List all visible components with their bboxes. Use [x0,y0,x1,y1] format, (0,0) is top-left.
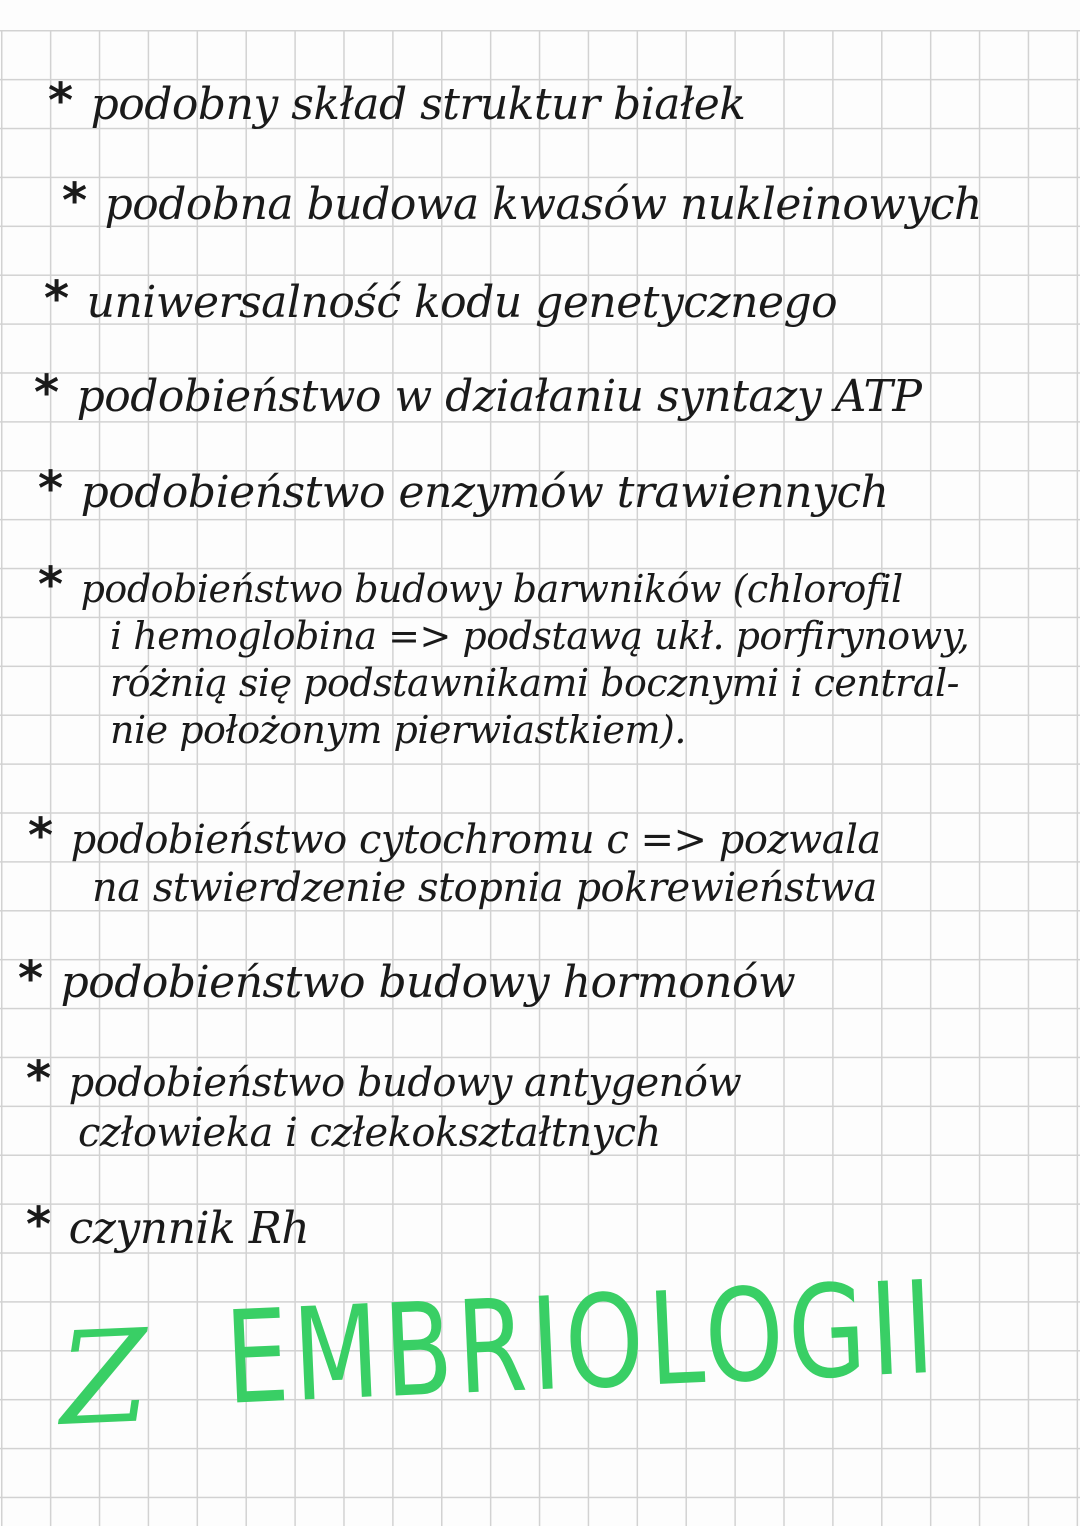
asterisk-bullet-icon: * [48,73,73,129]
item-text-continuation: człowieka i człekokształtnych [78,1110,661,1156]
item-text-continuation: różnią się podstawnikami bocznymi i central- [110,661,959,705]
list-item [38,461,889,518]
asterisk-bullet-icon: * [62,173,87,229]
asterisk-bullet-icon: * [44,271,69,327]
asterisk-bullet-icon: * [26,1051,51,1107]
section-heading [55,1245,1080,1455]
list-item [34,365,922,422]
list-item [26,1197,310,1254]
list-item [62,173,982,230]
list-item [28,808,881,912]
item-text: czynnik Rh [68,1203,310,1254]
item-text: podobieństwo w działaniu syntazy ATP [76,371,922,422]
item-text-continuation: nie położonym pierwiastkiem). [110,708,686,752]
asterisk-bullet-icon: * [18,951,43,1007]
item-text: podobieństwo budowy barwników (chlorofil [80,567,903,611]
list-item [26,1051,742,1158]
item-text: podobny skład struktur białek [90,79,746,130]
asterisk-bullet-icon: * [38,461,63,517]
heading-prefix: Z [56,1301,158,1455]
asterisk-bullet-icon: * [26,1197,51,1253]
item-text-continuation: na stwierdzenie stopnia pokrewieństwa [92,865,877,911]
list-item [38,557,970,754]
item-text: podobna budowa kwasów nukleinowych [104,179,982,230]
list-item [48,73,746,130]
item-text-continuation: i hemoglobina => podstawą ukł. porfirynowy, [110,614,970,658]
item-text: podobieństwo budowy antygenów [68,1060,742,1106]
asterisk-bullet-icon: * [28,808,53,864]
item-text: podobieństwo cytochromu c => pozwala [70,817,881,863]
item-text: podobieństwo enzymów trawiennych [80,467,889,518]
heading-word: EMBRIOLOGII [222,1253,942,1434]
list-item [18,951,796,1008]
item-text: podobieństwo budowy hormonów [60,957,796,1008]
list-item [44,271,838,328]
item-text: uniwersalność kodu genetycznego [86,277,838,328]
asterisk-bullet-icon: * [38,557,63,613]
asterisk-bullet-icon: * [34,365,59,421]
